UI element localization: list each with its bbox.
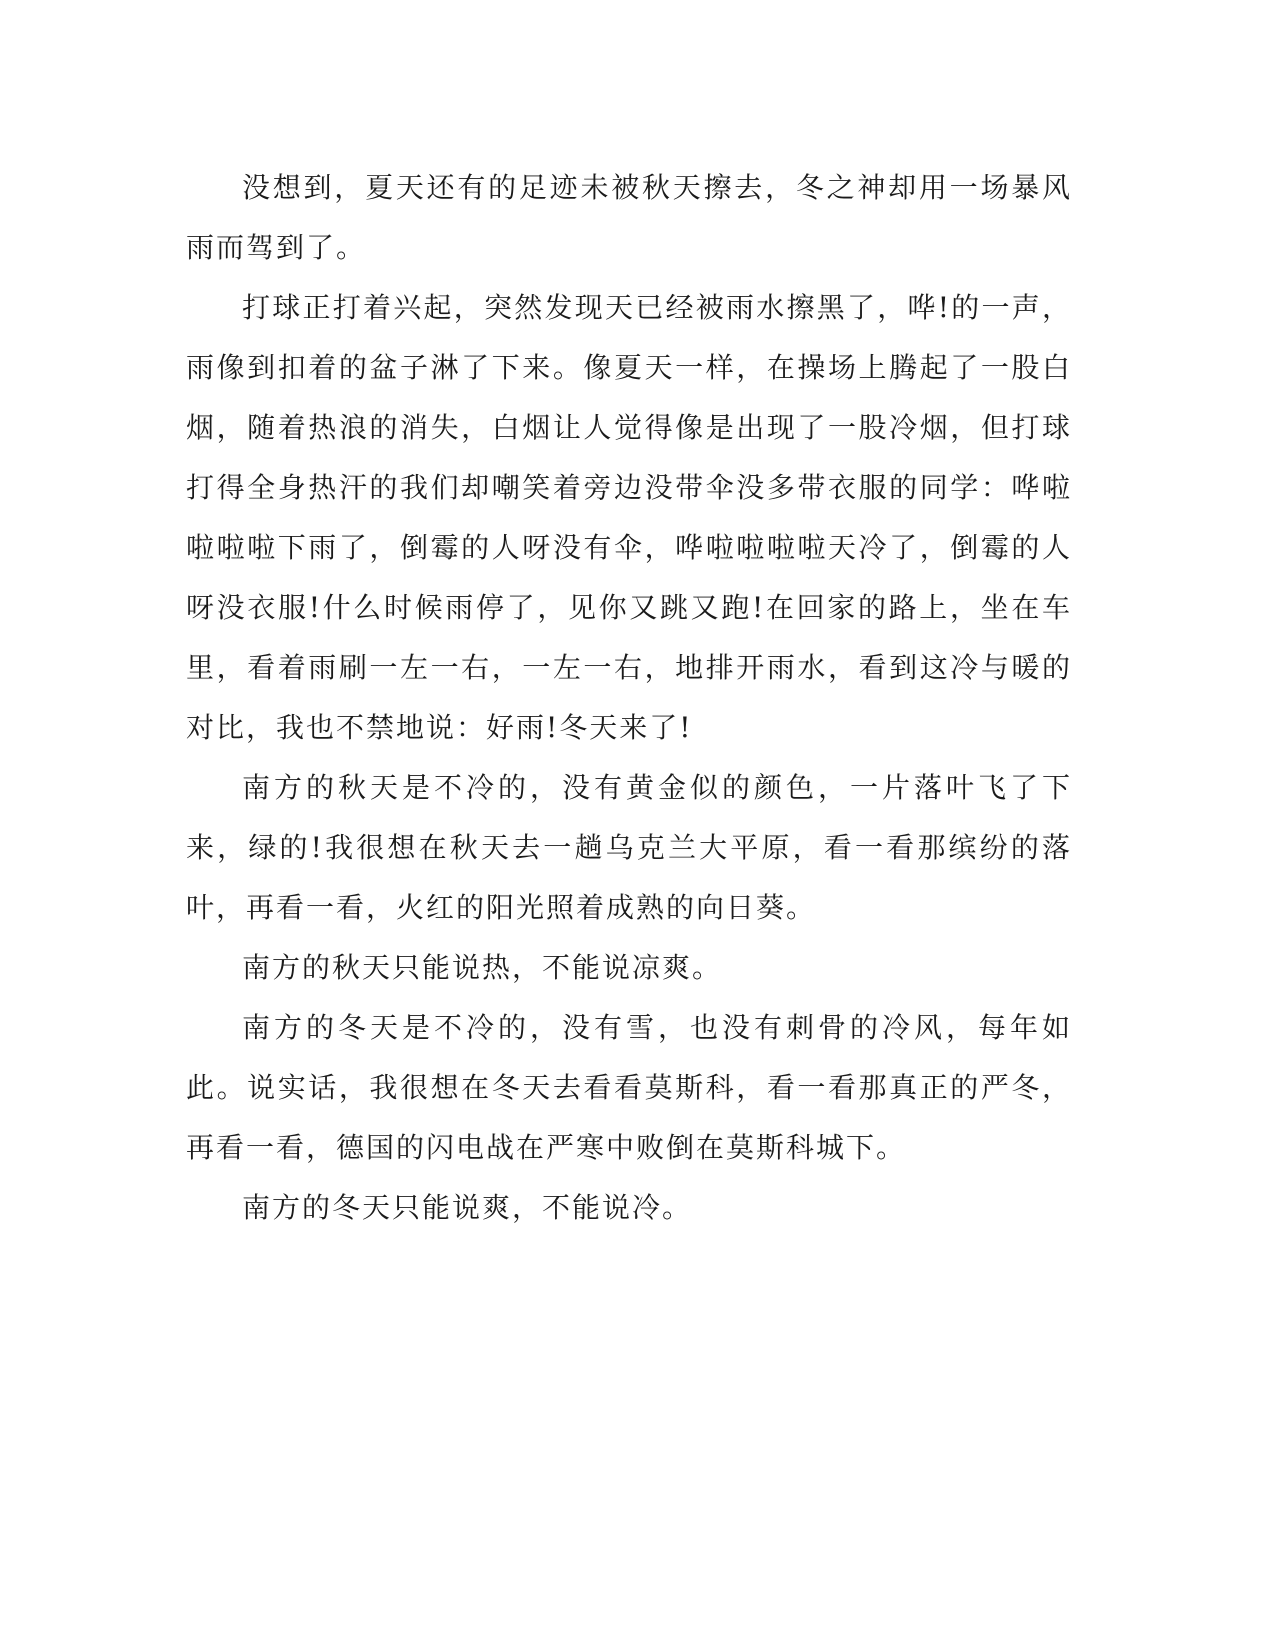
paragraph-3: 南方的秋天是不冷的，没有黄金似的颜色，一片落叶飞了下来，绿的!我很想在秋天去一趟乌克兰大平原，看一看那缤纷的落叶，再看一看，火红的阳光照着成熟的向日葵。	[186, 771, 1072, 924]
paragraph-4: 南方的秋天只能说热，不能说凉爽。	[242, 951, 723, 984]
paragraph-1: 没想到，夏天还有的足迹未被秋天擦去，冬之神却用一场暴风雨而驾到了。	[186, 171, 1072, 264]
document-body	[186, 158, 1072, 1238]
paragraph-6: 南方的冬天只能说爽，不能说冷。	[242, 1191, 693, 1224]
paragraph-5: 南方的冬天是不冷的，没有雪，也没有刺骨的冷风，每年如此。说实话，我很想在冬天去看看莫斯科，看一看那真正的严冬，再看一看，德国的闪电战在严寒中败倒在莫斯科城下。	[186, 1011, 1072, 1164]
paragraph-2: 打球正打着兴起，突然发现天已经被雨水擦黑了，哗!的一声，雨像到扣着的盆子淋了下来。像夏天一样，在操场上腾起了一股白烟，随着热浪的消失，白烟让人觉得像是出现了一股冷烟，但打球打得全身热汗的我们却嘲笑着旁边没带伞没多带衣服的同学：哗啦啦啦啦下雨了，倒霉的人呀没有伞，哗啦啦啦啦天冷了，倒霉的人呀没衣服!什么时候雨停了，见你又跳又跑!在回家的路上，坐在车里，看着雨刷一左一右，一左一右，地排开雨水，看到这冷与暖的对比，我也不禁地说：好雨!冬天来了!	[186, 291, 1072, 744]
